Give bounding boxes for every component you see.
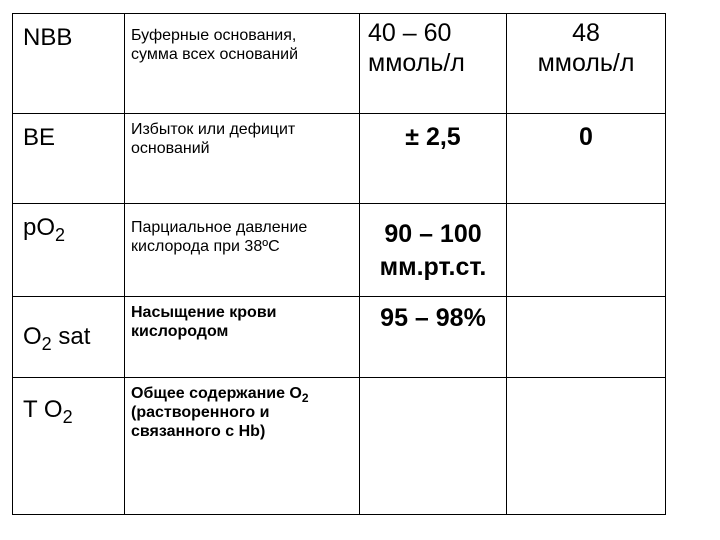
description-cell [125,114,360,204]
parameter-description: Буферные основания, сумма всех оснований [131,27,299,63]
norm-value-cell [360,378,507,515]
table-row [13,14,666,114]
norm-value-cell [360,14,507,114]
measured-value-cell [507,378,666,515]
measured-value: 0 [579,123,593,151]
table-row [13,204,666,297]
parameter-description: Парциальное давление кислорода при 38ºС [131,219,308,255]
parameter-description: Насыщение крови кислородом [131,304,277,340]
norm-value-cell [360,204,507,297]
norm-value: 95 – 98% [380,304,486,332]
table-row [13,378,666,515]
parameter-name: $O_2$ sat [23,323,91,354]
parameter-name: $pO_2$ [23,214,66,245]
parameter-name: T $O_2$ [23,396,73,427]
parameter-cell [13,297,125,378]
measured-value-cell [507,204,666,297]
description-cell [125,378,360,515]
norm-value: ± 2,5 [405,123,461,151]
norm-value: 40 – 60 ммоль/л [368,19,465,77]
parameter-cell [13,14,125,114]
blood-gas-table [12,13,666,515]
table-row [13,297,666,378]
description-cell [125,14,360,114]
parameter-cell [13,114,125,204]
parameter-name: NBB [23,24,73,51]
measured-value-cell [507,297,666,378]
parameter-description: Избыток или дефицит оснований [131,121,296,157]
parameter-cell [13,378,125,515]
parameter-description: Общее содержание $O_2$ (растворенного и связанного с Hb) [131,385,309,440]
parameter-name: BE [23,124,56,151]
description-cell [125,297,360,378]
norm-value-cell [360,114,507,204]
measured-value-cell [507,114,666,204]
description-cell [125,204,360,297]
norm-value: 90 – 100 мм.рт.ст. [379,220,487,281]
measured-value-cell [507,14,666,114]
measured-value: 48 ммоль/л [537,19,635,77]
table-row [13,114,666,204]
parameter-cell [13,204,125,297]
norm-value-cell [360,297,507,378]
